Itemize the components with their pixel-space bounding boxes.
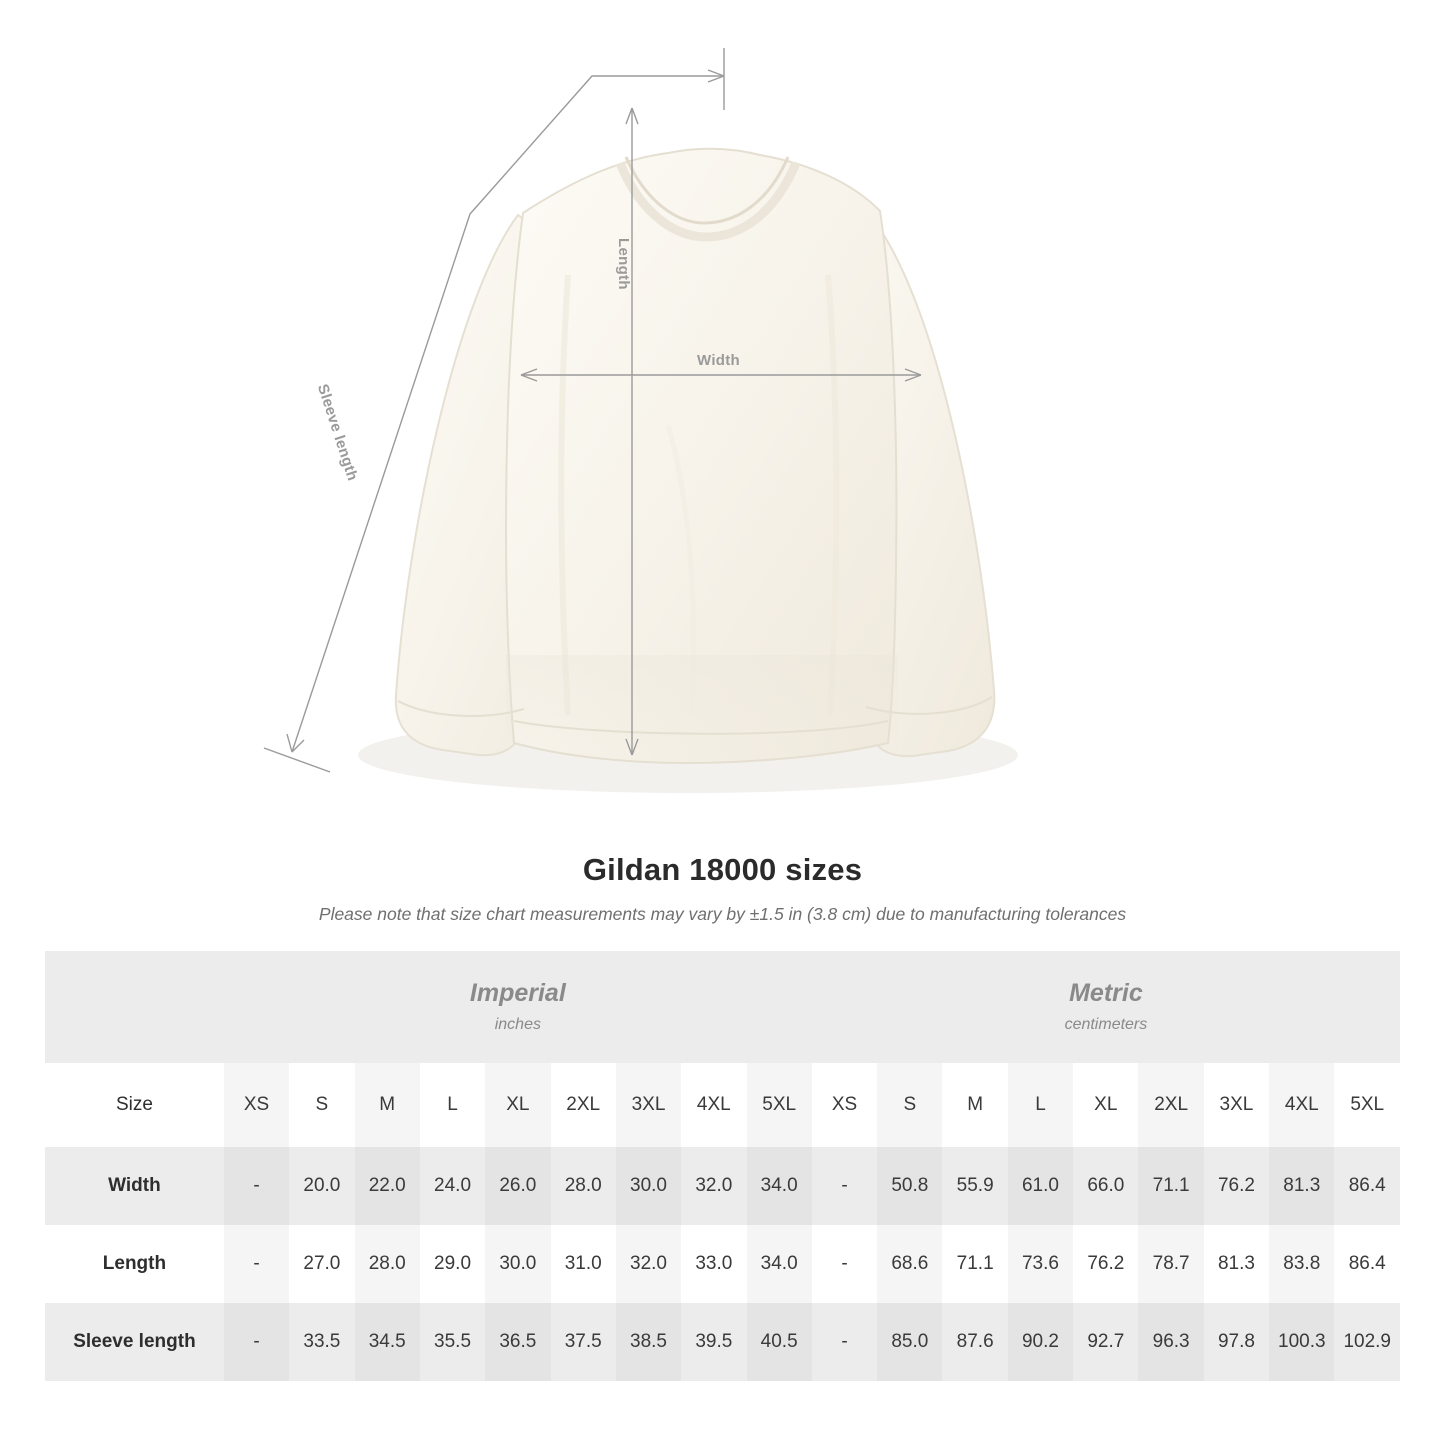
imperial-group-header: [224, 951, 812, 1063]
cell-sleeve-12: 90.2: [1008, 1303, 1073, 1381]
header-col-5: 2XL: [551, 1063, 616, 1147]
cell-width-4: 26.0: [485, 1147, 550, 1225]
page-title: Gildan 18000 sizes: [582, 852, 863, 887]
cell-sleeve-13: 92.7: [1073, 1303, 1138, 1381]
cell-length-10: 68.6: [877, 1225, 942, 1303]
cell-width-8: 34.0: [747, 1147, 812, 1225]
cell-length-4: 30.0: [485, 1225, 550, 1303]
header-col-2: M: [355, 1063, 420, 1147]
header-col-13: XL: [1073, 1063, 1138, 1147]
metric-label: Metric: [1069, 979, 1143, 1008]
cell-length-6: 32.0: [616, 1225, 681, 1303]
cell-sleeve-3: 35.5: [420, 1303, 485, 1381]
cell-length-17: 86.4: [1334, 1225, 1400, 1303]
imperial-unit: inches: [494, 1015, 541, 1033]
cell-sleeve-17: 102.9: [1334, 1303, 1400, 1381]
header-col-7: 4XL: [681, 1063, 746, 1147]
table-row: [45, 1303, 1400, 1381]
cell-width-1: 20.0: [289, 1147, 354, 1225]
cell-width-11: 55.9: [942, 1147, 1007, 1225]
header-col-15: 3XL: [1204, 1063, 1269, 1147]
header-col-0: XS: [224, 1063, 289, 1147]
cell-width-6: 30.0: [616, 1147, 681, 1225]
header-col-4: XL: [485, 1063, 550, 1147]
cell-sleeve-14: 96.3: [1138, 1303, 1203, 1381]
metric-group-header: [812, 951, 1400, 1063]
cell-sleeve-9: -: [812, 1303, 877, 1381]
header-col-11: M: [942, 1063, 1007, 1147]
header-size: Size: [45, 1063, 224, 1147]
header-col-1: S: [289, 1063, 354, 1147]
cell-sleeve-0: -: [224, 1303, 289, 1381]
cell-width-13: 66.0: [1073, 1147, 1138, 1225]
cell-width-0: -: [224, 1147, 289, 1225]
cell-sleeve-10: 85.0: [877, 1303, 942, 1381]
header-col-8: 5XL: [747, 1063, 812, 1147]
cell-length-0: -: [224, 1225, 289, 1303]
header-col-14: 2XL: [1138, 1063, 1203, 1147]
metric-unit: centimeters: [1064, 1015, 1148, 1033]
cell-length-5: 31.0: [551, 1225, 616, 1303]
cell-sleeve-7: 39.5: [681, 1303, 746, 1381]
cell-length-8: 34.0: [747, 1225, 812, 1303]
row-label-length: Length: [45, 1225, 224, 1303]
sleeve-length-dimension-label: Sleeve length: [313, 382, 362, 483]
cell-width-10: 50.8: [877, 1147, 942, 1225]
cell-width-2: 22.0: [355, 1147, 420, 1225]
row-label-sleeve-length: Sleeve length: [45, 1303, 224, 1381]
cell-length-15: 81.3: [1204, 1225, 1269, 1303]
cell-width-14: 71.1: [1138, 1147, 1203, 1225]
cell-sleeve-1: 33.5: [289, 1303, 354, 1381]
cell-width-16: 81.3: [1269, 1147, 1334, 1225]
table-row: [45, 1147, 1400, 1225]
size-table: [45, 951, 1400, 1381]
imperial-label: Imperial: [469, 979, 566, 1008]
header-col-3: L: [420, 1063, 485, 1147]
cell-length-1: 27.0: [289, 1225, 354, 1303]
cell-sleeve-5: 37.5: [551, 1303, 616, 1381]
header-col-16: 4XL: [1269, 1063, 1334, 1147]
width-dimension-label: Width: [697, 352, 741, 369]
cell-width-12: 61.0: [1008, 1147, 1073, 1225]
cell-width-3: 24.0: [420, 1147, 485, 1225]
header-col-9: XS: [812, 1063, 877, 1147]
cell-length-7: 33.0: [681, 1225, 746, 1303]
cell-length-11: 71.1: [942, 1225, 1007, 1303]
cell-length-14: 78.7: [1138, 1225, 1203, 1303]
cell-length-12: 73.6: [1008, 1225, 1073, 1303]
tolerance-note: Please note that size chart measurements may vary by ±1.5 in (3.8 cm) due to manufacturing tolerances: [318, 904, 1127, 924]
unit-header-row: [45, 951, 1400, 1063]
table-row: [45, 1225, 1400, 1303]
length-dimension-label: Length: [615, 238, 632, 290]
unit-spacer-cell: [45, 951, 224, 1063]
cell-width-5: 28.0: [551, 1147, 616, 1225]
cell-length-16: 83.8: [1269, 1225, 1334, 1303]
cell-sleeve-15: 97.8: [1204, 1303, 1269, 1381]
cell-length-13: 76.2: [1073, 1225, 1138, 1303]
cell-sleeve-16: 100.3: [1269, 1303, 1334, 1381]
cell-width-9: -: [812, 1147, 877, 1225]
cell-width-15: 76.2: [1204, 1147, 1269, 1225]
cell-sleeve-6: 38.5: [616, 1303, 681, 1381]
column-header-row: [45, 1063, 1400, 1147]
cell-width-7: 32.0: [681, 1147, 746, 1225]
header-col-17: 5XL: [1334, 1063, 1400, 1147]
title-block: [0, 852, 1445, 925]
row-label-width: Width: [45, 1147, 224, 1225]
header-col-6: 3XL: [616, 1063, 681, 1147]
size-table-wrapper: [45, 951, 1400, 1381]
header-col-10: S: [877, 1063, 942, 1147]
header-col-12: L: [1008, 1063, 1073, 1147]
cell-length-2: 28.0: [355, 1225, 420, 1303]
cell-length-9: -: [812, 1225, 877, 1303]
cell-sleeve-4: 36.5: [485, 1303, 550, 1381]
cell-sleeve-2: 34.5: [355, 1303, 420, 1381]
cell-sleeve-8: 40.5: [747, 1303, 812, 1381]
cell-width-17: 86.4: [1334, 1147, 1400, 1225]
cell-sleeve-11: 87.6: [942, 1303, 1007, 1381]
cell-length-3: 29.0: [420, 1225, 485, 1303]
